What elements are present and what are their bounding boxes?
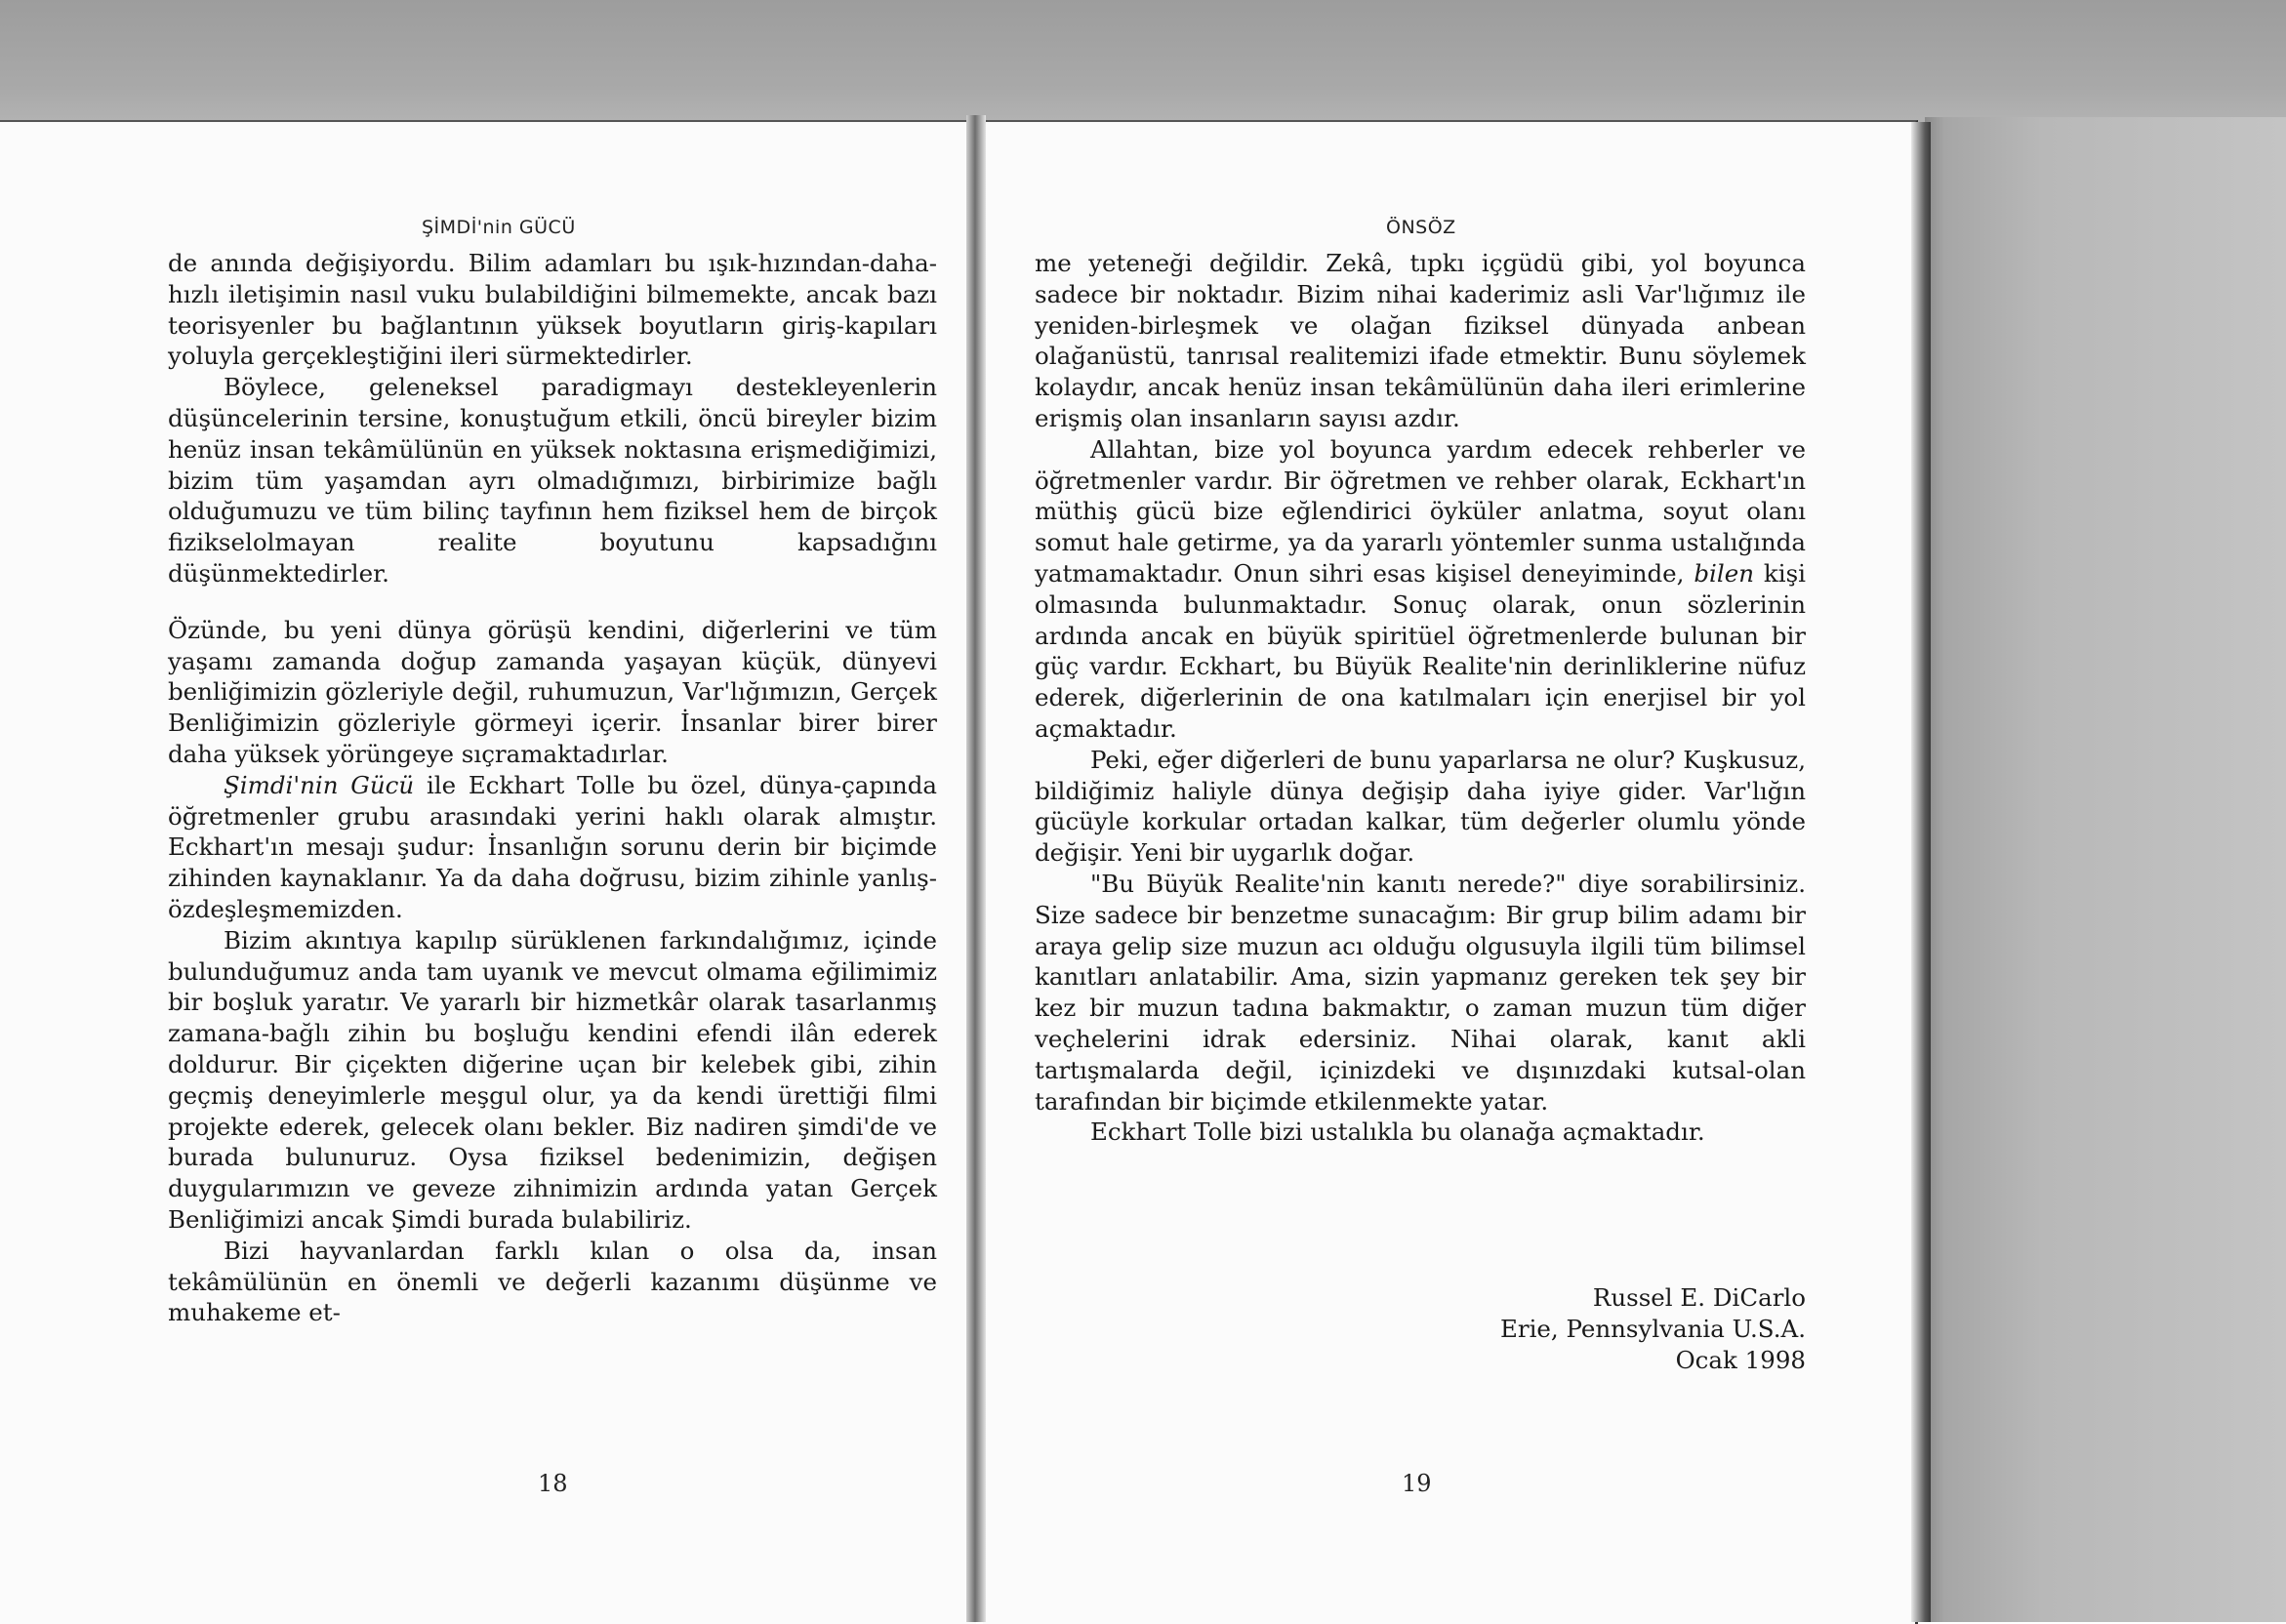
left-text-block [168, 248, 937, 1328]
right-paragraph-2-text: Allahtan, bize yol boyunca yardım edecek rehberler ve öğretmenler vardır. Bir öğretmen ve rehber olarak, Eckhart'ın müthiş gücü bize eğlendirici öyküler anlatma, soyut olanı somut hale getirme, ya da yararlı yöntemler sunma ustalığında yatmamaktadır. Onun sihri esas kişisel deneyiminde, [1035, 434, 1806, 588]
right-paragraph-2-cont: kişi olmasında bulunmaktadır. Sonuç olarak, onun sözlerinin ardında ancak en büyük spiritüel öğretmenlerde bulunan bir güç vardır. Eckhart, bu Büyük Realite'nin derinliklerine nüfuz ederek, diğerlerinin de ona katılmaları için enerjisel bir yol açmaktadır. [1035, 558, 1806, 743]
signature-place: Erie, Pennsylvania U.S.A. [1499, 1314, 1806, 1343]
book-gutter [966, 115, 986, 1622]
right-page-number: 19 [1402, 1470, 1432, 1497]
signature-name: Russel E. DiCarlo [1592, 1283, 1806, 1312]
signature-block [1500, 1282, 1806, 1375]
left-page-number: 18 [538, 1470, 568, 1497]
left-paragraph-3: Özünde, bu yeni dünya görüşü kendini, diğerlerini ve tüm yaşamı zamanda doğup zamanda yaşayan küçük, dünyevi benliğimizin gözleriyle değil, ruhumuzun, Var'lığımızın, Gerçek Benliğimizin gözleriyle görmeyi içerir. İnsanlar birer birer daha yüksek yörüngeye sıçramaktadırlar. [168, 615, 937, 768]
right-paragraph-3: Peki, eğer diğerleri de bunu yaparlarsa ne olur? Kuşkusuz, bildiğimiz haliyle dünya değişip daha iyiye gider. Var'lığın gücüyle korkular ortadan kalkar, tüm değerler olumlu yönde değişir. Yeni bir uygarlık doğar. [1035, 745, 1806, 868]
left-paragraph-2: Böylece, geleneksel paradigmayı destekleyenlerin düşüncelerinin tersine, konuştuğum etkili, öncü bireyler bizim henüz insan tekâmülünün en yüksek noktasına erişmediğimizi, bizim tüm yaşamdan ayrı olmadığımızı, birbirimize bağlı olduğumuzu ve tüm bilinç tayfının hem fiziksel hem de birçok fizikselolmayan realite boyutunu kapsadığını düşünmektedirler. [168, 373, 937, 588]
right-paragraph-1: me yeteneği değildir. Zekâ, tıpkı içgüdü gibi, yol boyunca sadece bir noktadır. Bizim nihai kaderimiz asli Var'lığımız ile yeniden-birleşmek ve olağan fiziksel dünyada anbean olağanüstü, tanrısal realitemizi ifade etmektir. Bunu söylemek kolaydır, ancak henüz insan tekâmülünün daha ileri erimlerine erişmiş olan insanların sayısı azdır. [1035, 249, 1806, 432]
left-paragraph-5: Bizim akıntıya kapılıp sürüklenen farkındalığımız, içinde bulunduğumuz anda tam uyanık ve mevcut olmama eğilimimiz bir boşluk yaratır. Ve yararlı bir hizmetkâr olarak tasarlanmış zamana-bağlı zihin bu boşluğu kendini efendi ilân ederek doldurur. Bir çiçekten diğerine uçan bir kelebek gibi, zihin geçmiş deneyimlerle meşgul olur, ya da kendi ürettiği filmi projekte ederek, gelecek olanı bekler. Biz nadiren şimdi'de ve burada bulunuruz. Oysa fiziksel bedenimizin, değişen duygularımızın ve geveze zihnimizin ardında yatan Gerçek Benliğimizi ancak Şimdi burada bulabiliriz. [168, 925, 937, 1234]
left-paragraph-4 [168, 770, 937, 925]
left-running-head: ŞİMDİ'nin GÜCÜ [422, 217, 576, 238]
italic-word: bilen [1694, 558, 1754, 588]
signature-date: Ocak 1998 [1675, 1345, 1806, 1374]
right-text-block [1035, 248, 1806, 1148]
scanner-background-right [1925, 117, 2286, 1622]
book-title-italic: Şimdi'nin Gücü [224, 770, 415, 799]
left-paragraph-1: de anında değişiyordu. Bilim adamları bu ışık-hızından-daha-hızlı iletişimin nasıl vuku bulabildiğini bilmemekte, ancak bazı teorisyenler bu bağlantının yüksek boyutların giriş-kapıları yoluyla gerçekleştiğini ileri sürmektedirler. [168, 249, 937, 371]
right-paragraph-4: "Bu Büyük Realite'nin kanıtı nerede?" diye sorabilirsiniz. Size sadece bir benzetme sunacağım: Bir grup bilim adamı bir araya gelip size muzun acı olduğu olgusuyla ilgili tüm bilimsel kanıtları anlatabilir. Ama, sizin yapmanız gereken tek şey bir kez bir muzun tadına bakmaktır, o zaman muzun tüm diğer veçhelerini idrak edersiniz. Nihai olarak, kanıt akli tartışmalarda değil, içinizdeki ve dışınızdaki kutsal-olan tarafından bir biçimde etkilenmekte yatar. [1035, 869, 1806, 1116]
left-paragraph-4-text: ile Eckhart Tolle bu özel, dünya-çapında öğretmenler grubu arasındaki yerini haklı olarak almıştır. Eckhart'ın mesajı şudur: İnsanlığın sorunu derin bir biçimde zihinden kaynaklanır. Ya da daha doğrusu, bizim zihinle yanlış-özdeşleşmemizden. [168, 770, 937, 923]
left-paragraph-6: Bizi hayvanlardan farklı kılan o olsa da, insan tekâmülünün en önemli ve değerli kazanımı düşünme ve muhakeme et- [168, 1236, 937, 1327]
page-edge-shadow [1911, 122, 1931, 1622]
right-running-head: ÖNSÖZ [1386, 217, 1456, 238]
right-paragraph-5: Eckhart Tolle bizi ustalıkla bu olanağa açmaktadır. [1090, 1117, 1705, 1147]
scanner-background [0, 0, 2286, 127]
right-paragraph-2 [1035, 434, 1806, 745]
